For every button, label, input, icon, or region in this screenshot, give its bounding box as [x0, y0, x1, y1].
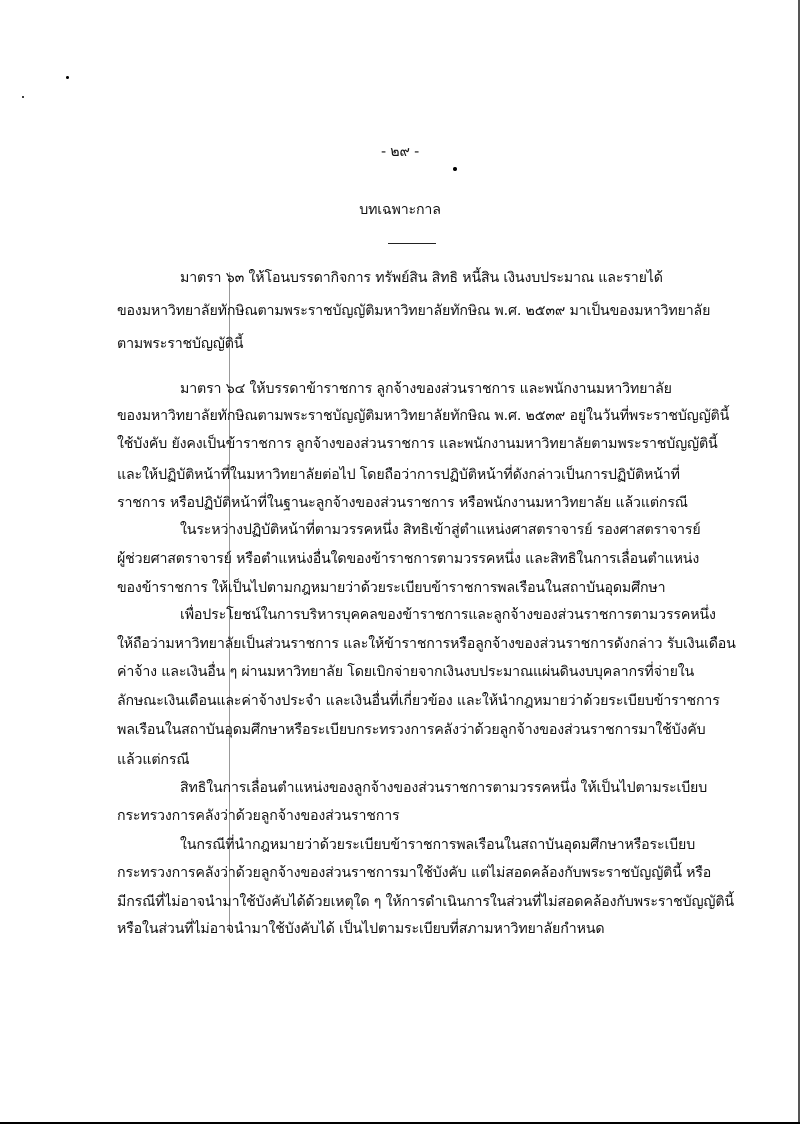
text-line: และให้ปฏิบัติหน้าที่ในมหาวิทยาลัยต่อไป โดยถือว่าการปฏิบัติหน้าที่ดังกล่าวเป็นการปฏิบัติหน้าที่: [117, 467, 680, 483]
text-line: ในกรณีที่นำกฎหมายว่าด้วยระเบียบข้าราชการพลเรือนในสถาบันอุดมศึกษาหรือระเบียบ: [180, 837, 696, 853]
text-line: ให้ถือว่ามหาวิทยาลัยเป็นส่วนราชการ และให้ข้าราชการหรือลูกจ้างของส่วนราชการดังกล่าว รับเงินเดือน: [117, 636, 736, 652]
text-line: แล้วแต่กรณี: [117, 752, 190, 768]
text-line: พลเรือนในสถาบันอุดมศึกษาหรือระเบียบกระทรวงการคลังว่าด้วยลูกจ้างของส่วนราชการมาใช้บังคับ: [117, 722, 706, 738]
text-line: ลักษณะเงินเดือนและค่าจ้างประจำ และเงินอื่นที่เกี่ยวข้อง และให้นำกฎหมายว่าด้วยระเบียบข้าราชการ: [117, 693, 720, 709]
text-line: ในระหว่างปฏิบัติหน้าที่ตามวรรคหนึ่ง สิทธิเข้าสู่ตำแหน่งศาสตราจารย์ รองศาสตราจารย์: [180, 522, 701, 538]
text-line: สิทธิในการเลื่อนตำแหน่งของลูกจ้างของส่วนราชการตามวรรคหนึ่ง ให้เป็นไปตามระเบียบ: [180, 780, 708, 796]
text-line: ผู้ช่วยศาสตราจารย์ หรือตำแหน่งอื่นใดของข้าราชการตามวรรคหนึ่ง และสิทธิในการเลื่อนตำแหน่ง: [117, 551, 700, 567]
text-line: ราชการ หรือปฏิบัติหน้าที่ในฐานะลูกจ้างของส่วนราชการ หรือพนักงานมหาวิทยาลัย แล้วแต่กรณี: [117, 495, 688, 511]
text-line: มาตรา ๖๔ ให้บรรดาข้าราชการ ลูกจ้างของส่วนราชการ และพนักงานมหาวิทยาลัย: [180, 381, 672, 397]
text-line: มีกรณีที่ไม่อาจนำมาใช้บังคับได้ด้วยเหตุใด ๆ ให้การดำเนินการในส่วนที่ไม่สอดคล้องกับพระราชบัญญัตินี้: [117, 894, 734, 910]
text-line: มาตรา ๖๓ ให้โอนบรรดากิจการ ทรัพย์สิน สิทธิ หนี้สิน เงินงบประมาณ และรายได้: [180, 270, 663, 286]
text-line: ตามพระราชบัญญัตินี้: [117, 336, 244, 352]
scan-speck: [453, 167, 457, 171]
section-title: บทเฉพาะกาล: [359, 202, 441, 218]
title-underline: [388, 243, 436, 244]
page-number: - ๒๙ -: [380, 144, 420, 160]
text-line: ค่าจ้าง และเงินอื่น ๆ ผ่านมหาวิทยาลัย โดยเบิกจ่ายจากเงินงบประมาณแผ่นดินงบบุคลากรที่จ่ายใน: [117, 664, 695, 680]
text-line: ของมหาวิทยาลัยทักษิณตามพระราชบัญญัติมหาวิทยาลัยทักษิณ พ.ศ. ๒๕๓๙ อยู่ในวันที่พระราชบัญญัตินี้: [117, 408, 730, 424]
scan-speck: [22, 96, 24, 98]
text-line: ของข้าราชการ ให้เป็นไปตามกฎหมายว่าด้วยระเบียบข้าราชการพลเรือนในสถาบันอุดมศึกษา: [117, 580, 666, 596]
text-line: เพื่อประโยชน์ในการบริหารบุคคลของข้าราชการและลูกจ้างของส่วนราชการตามวรรคหนึ่ง: [180, 607, 716, 623]
text-line: กระทรวงการคลังว่าด้วยลูกจ้างของส่วนราชการมาใช้บังคับ แต่ไม่สอดคล้องกับพระราชบัญญัตินี้ หรือ: [117, 865, 712, 881]
text-line: ของมหาวิทยาลัยทักษิณตามพระราชบัญญัติมหาวิทยาลัยทักษิณ พ.ศ. ๒๕๓๙ มาเป็นของมหาวิทยาลัย: [117, 303, 711, 319]
text-line: ใช้บังคับ ยังคงเป็นข้าราชการ ลูกจ้างของส่วนราชการ และพนักงานมหาวิทยาลัยตามพระราชบัญญัตินี้: [117, 436, 718, 452]
text-line: หรือในส่วนที่ไม่อาจนำมาใช้บังคับได้ เป็นไปตามระเบียบที่สภามหาวิทยาลัยกำหนด: [117, 921, 605, 937]
scan-speck: [66, 76, 69, 79]
scan-fold-line: [229, 272, 230, 930]
text-line: กระทรวงการคลังว่าด้วยลูกจ้างของส่วนราชการ: [117, 808, 400, 824]
